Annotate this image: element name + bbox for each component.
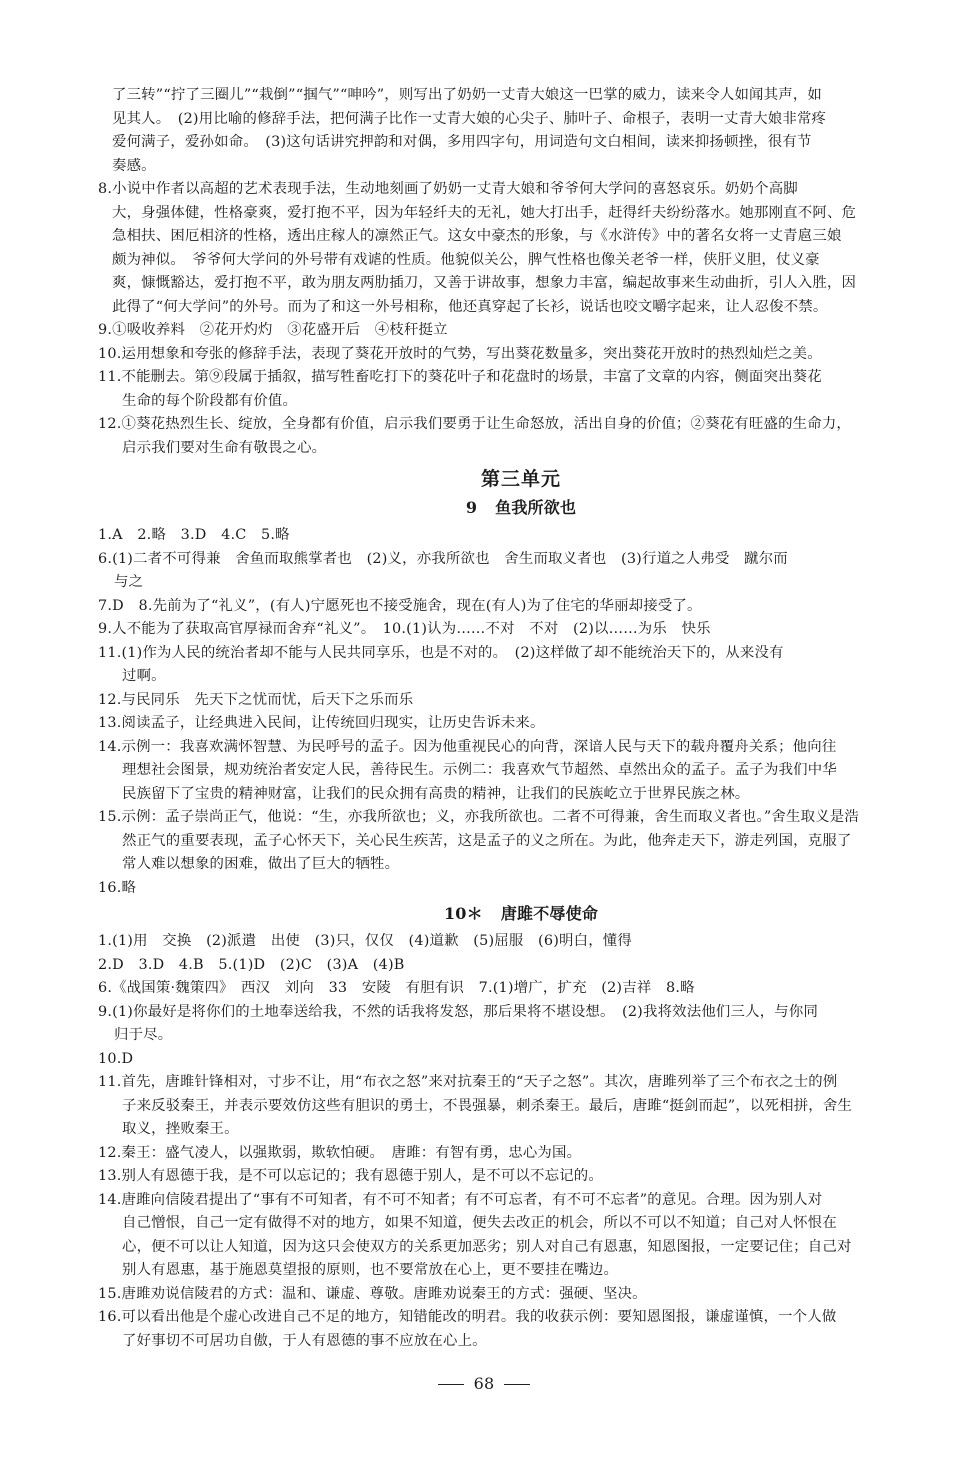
text-line: 大，身强体健，性格豪爽，爱打抱不平，因为年轻纤夫的无礼，她大打出手，赶得纤夫纷纷落水。她那刚直不阿、危 bbox=[112, 204, 857, 221]
text-line: 常人难以想象的困难，做出了巨大的牺牲。 bbox=[122, 856, 400, 872]
lesson-10-title bbox=[112, 902, 930, 926]
text-line: 然正气的重要表现，孟子心怀天下，关心民生疾苦，这是孟子的义之所在。为此，他奔走天下，游走列国，克服了 bbox=[122, 832, 852, 849]
text-line: 11.首先，唐雎针锋相对，寸步不让，用“布衣之怒”来对抗秦王的“天子之怒”。其次，唐雎列举了三个布衣之士的例 bbox=[98, 1074, 838, 1090]
lesson-9-title bbox=[112, 496, 930, 520]
text-line: 9.人不能为了获取高官厚禄而舍弃“礼义”。 10.(1)认为……不对 不对 (2)以……为乐 快乐 bbox=[98, 621, 711, 637]
lesson-10-answers bbox=[98, 930, 930, 1353]
lesson-name: 鱼我所欲也 bbox=[495, 498, 577, 517]
answer-q8 bbox=[98, 178, 930, 319]
text-line: 此得了“何大学问”的外号。而为了和这一外号相称，他还真穿起了长衫，说话也咬文嚼字起来，让人忍俊不禁。 bbox=[112, 298, 828, 315]
text-line: 14.唐雎向信陵君提出了“事有不可知者，有不可不知者；有不可忘者，有不可不忘者”的意见。合理。因为别人对 bbox=[98, 1191, 823, 1208]
text-line: 了三转”“拧了三圈儿”“栽倒”“掴气”“呻吟”，则写出了奶奶一丈青大娘这一巴掌的威力，读来令人如闻其声，如 bbox=[112, 87, 823, 103]
answer-q12 bbox=[98, 413, 930, 460]
text-line: 爱何满子，爱孙如命。 (3)这句话讲究押韵和对偶，多用四字句，用词造句文白相间，读来抑扬顿挫，很有节 bbox=[112, 134, 812, 150]
lesson-number: 9 bbox=[465, 498, 478, 517]
text-line: 8.小说中作者以高超的艺术表现手法，生动地刻画了奶奶一丈青大娘和爷爷何大学问的喜怒哀乐。奶奶个高脚 bbox=[98, 181, 798, 197]
text-line: 12.①葵花热烈生长、绽放，全身都有价值，启示我们要勇于让生命怒放，活出自身的价值；②葵花有旺盛的生命力， bbox=[98, 416, 852, 432]
lesson-9-answers bbox=[98, 524, 930, 900]
text-line: 15.唐雎劝说信陵君的方式：温和、谦虚、尊敬。唐雎劝说秦王的方式：强硬、坚决。 bbox=[98, 1285, 647, 1302]
text-line: 别人有恩惠，基于施恩莫望报的原则，也不要常放在心上，更不要挂在嘴边。 bbox=[122, 1262, 619, 1278]
page-number-dash-right bbox=[504, 1384, 530, 1385]
text-line: 11.不能删去。第⑨段属于插叙，描写牲畜吃打下的葵花叶子和花盘时的场景，丰富了文章的内容，侧面突出葵花 bbox=[98, 369, 822, 385]
answer-q11 bbox=[98, 366, 930, 413]
text-line: 子来反驳秦王，并表示要效仿这些有胆识的勇士，不畏强暴，刺杀秦王。最后，唐雎“挺剑而起”，以死相拼，舍生 bbox=[122, 1097, 853, 1114]
text-line: 取义，挫败秦王。 bbox=[122, 1121, 239, 1137]
text-line: 6.(1)二者不可得兼 舍鱼而取熊掌者也 (2)义，亦我所欲也 舍生而取义者也 (3)行道之人弗受 蹴尔而 bbox=[98, 550, 788, 567]
text-line: 9.(1)你最好是将你们的土地奉送给我，不然的话我将发怒，那后果将不堪设想。 (2)我将效法他们三人，与你同 bbox=[98, 1003, 819, 1020]
text-line: 理想社会图景，规劝统治者安定人民，善待民生。示例二：我喜欢气节超然、卓然出众的孟子。孟子为我们中华 bbox=[122, 762, 837, 778]
continued-answer-block bbox=[112, 84, 930, 178]
text-line: 急相扶、困厄相济的性格，透出庄稼人的凛然正气。这女中豪杰的形象，与《水浒传》中的著名女将一丈青扈三娘 bbox=[112, 228, 842, 244]
lesson-name: 唐雎不辱使命 bbox=[500, 904, 599, 923]
text-line: 启示我们要对生命有敬畏之心。 bbox=[122, 439, 327, 456]
page-number bbox=[0, 1372, 968, 1396]
text-line: 7.D 8.先前为了“礼义”，(有人)宁愿死也不接受施舍，现在(有人)为了住宅的华丽却接受了。 bbox=[98, 597, 702, 614]
text-line: 13.别人有恩德于我，是不可以忘记的；我有恩德于别人，是不可以不忘记的。 bbox=[98, 1168, 603, 1184]
text-line: 自己憎恨，自己一定有做得不对的地方，如果不知道，便失去改正的机会，所以不可以不知道；自己对人怀恨在 bbox=[122, 1215, 837, 1231]
page-number-dash-left bbox=[438, 1384, 464, 1385]
text-line: 12.与民同乐 先天下之忧而忧，后天下之乐而乐 bbox=[98, 691, 414, 708]
text-line: 13.阅读孟子，让经典进入民间，让传统回归现实，让历史告诉未来。 bbox=[98, 715, 545, 731]
text-line: 见其人。 (2)用比喻的修辞手法，把何满子比作一丈青大娘的心尖子、肺叶子、命根子，表明一丈青大娘非常疼 bbox=[112, 110, 827, 127]
text-line: 奏感。 bbox=[112, 157, 156, 174]
text-line: 6.《战国策·魏策四》 西汉 刘向 33 安陵 有胆有识 7.(1)增广，扩充 (2)吉祥 8.略 bbox=[98, 980, 695, 996]
unit-title: 第三单元 bbox=[480, 468, 561, 490]
lesson-number: 10＊ bbox=[443, 904, 483, 923]
text-line: 12.秦王：盛气凌人，以强欺弱，欺软怕硬。 唐雎：有智有勇，忠心为国。 bbox=[98, 1144, 582, 1161]
text-line: 过啊。 bbox=[122, 668, 166, 684]
text-line: 11.(1)作为人民的统治者却不能与人民共同享乐，也是不对的。 (2)这样做了却不能统治天下的，从来没有 bbox=[98, 644, 784, 661]
text-line: 2.D 3.D 4.B 5.(1)D (2)C (3)A (4)B bbox=[98, 956, 405, 973]
text-line: 了好事切不可居功自傲，于人有恩德的事不应放在心上。 bbox=[122, 1332, 487, 1349]
text-line: 1.(1)用 交换 (2)派遣 出使 (3)只，仅仅 (4)道歉 (5)屈服 (6)明白，懂得 bbox=[98, 933, 632, 949]
text-line: 16.略 bbox=[98, 879, 137, 896]
text-line: 16.可以看出他是个虚心改进自己不足的地方，知错能改的明君。我的收获示例：要知恩图报，谦虚谨慎，一个人做 bbox=[98, 1309, 837, 1325]
text-line: 14.示例一：我喜欢满怀智慧、为民呼号的孟子。因为他重视民心的向背，深谙人民与天下的载舟覆舟关系；他向往 bbox=[98, 738, 837, 755]
text-line: 归于尽。 bbox=[114, 1027, 173, 1043]
text-line: 心，便不可以让人知道，因为这只会使双方的关系更加恶劣；别人对自己有恩惠，知恩图报，一定要记住；自己对 bbox=[122, 1238, 852, 1255]
answer-q10: 10.运用想象和夸张的修辞手法，表现了葵花开放时的气势，写出葵花数量多，突出葵花开放时的热烈灿烂之美。 bbox=[98, 345, 822, 362]
text-line: 颇为神似。 爷爷何大学问的外号带有戏谑的性质。他貌似关公，脾气性格也像关老爷一样，侠肝义胆，仗义豪 bbox=[112, 251, 820, 268]
text-line: 爽，慷慨豁达，爱打抱不平，敢为朋友两肋插刀，又善于讲故事，想象力丰富，编起故事来生动曲折，引人入胜，因 bbox=[112, 275, 857, 291]
text-line: 生命的每个阶段都有价值。 bbox=[122, 392, 298, 409]
page-number-value: 68 bbox=[473, 1374, 495, 1393]
text-line: 与之 bbox=[114, 574, 144, 590]
text-line: 15.示例：孟子崇尚正气，他说：“生，亦我所欲也；义，亦我所欲也。二者不可得兼，舍生而取义者也。”舍生取义是浩 bbox=[98, 809, 859, 825]
text-line: 1.A 2.略 3.D 4.C 5.略 bbox=[98, 527, 290, 543]
answer-q9: 9.①吸收养料 ②花开灼灼 ③花盛开后 ④枝秆挺立 bbox=[98, 322, 448, 338]
text-line: 10.D bbox=[98, 1050, 134, 1067]
text-line: 民族留下了宝贵的精神财富，让我们的民众拥有高贵的精神，让我们的民族屹立于世界民族之林。 bbox=[122, 785, 750, 802]
